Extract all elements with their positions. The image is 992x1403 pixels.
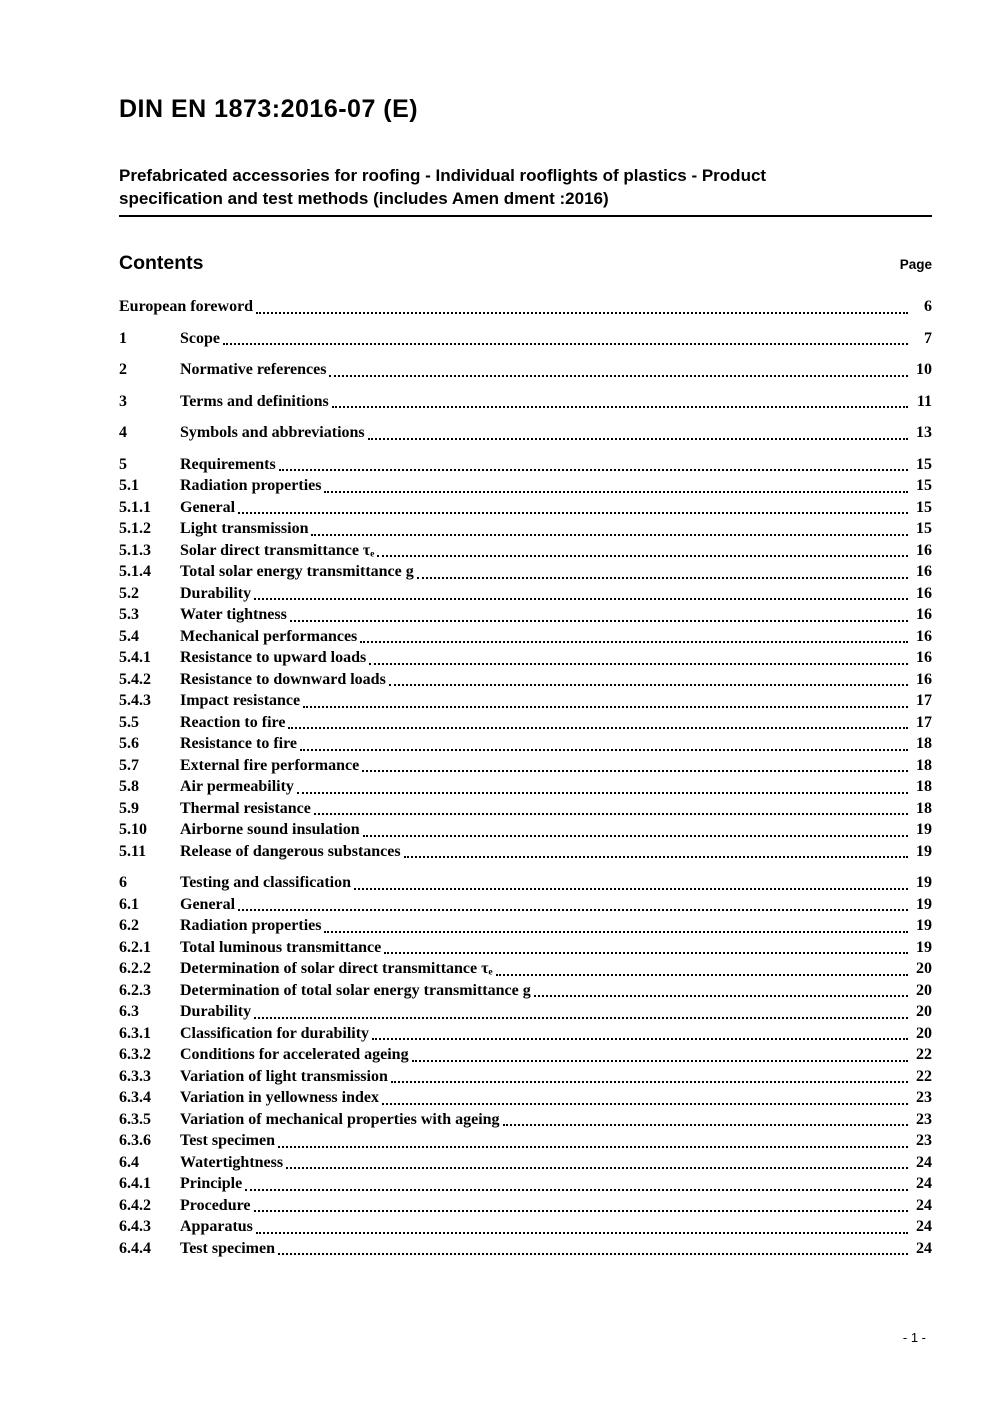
toc-row[interactable] <box>119 1001 932 1023</box>
toc-row[interactable] <box>119 1238 932 1260</box>
toc-entry-title: Variation of light transmission <box>180 1067 388 1085</box>
toc-entry-number: 3 <box>119 392 127 410</box>
toc-entry-title: Durability <box>180 1003 252 1020</box>
toc-entry-number: 5.5 <box>119 713 139 731</box>
document-title: DIN EN 1873:2016-07 (E) <box>119 95 419 123</box>
toc-dot-leader <box>417 577 908 579</box>
toc-entry-number: 5.1.2 <box>119 520 151 537</box>
toc-entry-title: Testing and classification <box>180 874 351 891</box>
toc-row[interactable] <box>119 1066 932 1088</box>
toc-row[interactable] <box>119 733 932 755</box>
toc-entry-number: 6.2 <box>119 917 139 934</box>
toc-entry-title: Resistance to downward loads <box>180 670 386 688</box>
toc-entry-title: Resistance to upward loads <box>180 649 367 666</box>
toc-entry-page: 18 <box>916 778 932 795</box>
toc-entry-title: Light transmission <box>180 520 309 537</box>
toc-entry-number: 5.3 <box>119 606 139 623</box>
toc-entry-page: 16 <box>916 649 932 666</box>
toc-entry-number: 5.9 <box>119 799 139 817</box>
toc-entry-title: Solar direct transmittance τₑ <box>180 541 375 559</box>
toc-row[interactable] <box>119 1173 932 1195</box>
toc-entry-page: 19 <box>916 938 932 956</box>
toc-entry-title: Variation of mechanical properties with ageing <box>180 1110 500 1128</box>
toc-entry-page: 15 <box>916 455 932 473</box>
toc-dot-leader <box>329 375 908 377</box>
toc-entry-title: Test specimen <box>180 1132 275 1149</box>
toc-entry-number: 5.7 <box>119 756 139 774</box>
toc-entry-number: 5 <box>119 455 127 473</box>
toc-entry-page: 23 <box>916 1132 932 1149</box>
toc-entry-page: 6 <box>924 298 932 315</box>
toc-entry-page: 24 <box>916 1239 932 1257</box>
toc-entry-title: External fire performance <box>180 756 360 774</box>
toc-entry-page: 20 <box>916 981 932 999</box>
toc-entry-number: 5.6 <box>119 735 139 752</box>
toc-entry-title: Air permeability <box>180 778 294 795</box>
toc-row[interactable] <box>119 937 932 959</box>
toc-dot-leader <box>324 491 908 493</box>
toc-entry-number: 6.2.3 <box>119 981 151 999</box>
toc-row[interactable] <box>119 1109 932 1131</box>
toc-entry-title: General <box>180 895 236 913</box>
toc-entry-number: 6.3.4 <box>119 1089 151 1106</box>
toc-dot-leader <box>254 598 908 600</box>
toc-row[interactable] <box>119 422 932 444</box>
table-of-contents <box>119 296 932 1259</box>
toc-entry-page: 23 <box>916 1089 932 1106</box>
toc-entry-page: 19 <box>916 874 932 891</box>
toc-dot-leader <box>496 974 908 976</box>
toc-entry-page: 18 <box>916 799 932 817</box>
toc-dot-leader <box>297 792 908 794</box>
toc-dot-leader <box>303 706 908 708</box>
toc-entry-number: 5.1.1 <box>119 498 151 516</box>
toc-entry-page: 16 <box>916 606 932 623</box>
toc-dot-leader <box>254 1017 908 1019</box>
toc-dot-leader <box>362 770 908 772</box>
toc-row[interactable] <box>119 647 932 669</box>
toc-dot-leader <box>254 1210 909 1212</box>
toc-entry-title: Symbols and abbreviations <box>180 424 365 441</box>
toc-dot-leader <box>286 1167 908 1169</box>
toc-entry-page: 22 <box>916 1046 932 1063</box>
toc-entry-title: Reaction to fire <box>180 713 286 731</box>
toc-entry-page: 11 <box>916 392 932 410</box>
toc-entry-page: 24 <box>916 1175 932 1192</box>
toc-row[interactable] <box>119 604 932 626</box>
toc-entry-number: 1 <box>119 329 127 347</box>
toc-entry-page: 24 <box>916 1196 932 1214</box>
toc-entry-page: 19 <box>916 821 932 838</box>
toc-dot-leader <box>324 931 908 933</box>
toc-entry-number: 4 <box>119 424 127 441</box>
toc-row[interactable] <box>119 454 932 476</box>
toc-dot-leader <box>223 343 908 345</box>
toc-entry-title: Total solar energy transmittance g <box>180 563 414 580</box>
toc-row[interactable] <box>119 1216 932 1238</box>
toc-dot-leader <box>238 512 908 514</box>
toc-entry-title: Normative references <box>180 361 327 378</box>
toc-entry-title: Requirements <box>180 455 276 473</box>
toc-entry-page: 20 <box>916 1024 932 1042</box>
toc-row[interactable] <box>119 1152 932 1174</box>
document-subtitle-line1: Prefabricated accessories for roofing - Individual rooflights of plastics - Product <box>119 166 767 185</box>
toc-row[interactable] <box>119 561 932 583</box>
toc-entry-page: 17 <box>916 713 932 731</box>
toc-dot-leader <box>256 312 908 314</box>
toc-row[interactable] <box>119 894 932 916</box>
toc-dot-leader <box>391 1081 908 1083</box>
toc-entry-page: 22 <box>916 1067 932 1085</box>
toc-entry-title: General <box>180 498 236 516</box>
toc-entry-number: 6.3.5 <box>119 1110 151 1128</box>
toc-entry-title: Test specimen <box>180 1239 275 1257</box>
toc-dot-leader <box>404 856 908 858</box>
toc-entry-number: 5.4 <box>119 627 139 645</box>
toc-dot-leader <box>288 727 908 729</box>
toc-dot-leader <box>290 620 908 622</box>
toc-dot-leader <box>389 684 908 686</box>
toc-entry-title: Thermal resistance <box>180 799 311 817</box>
toc-entry-number: 6.4 <box>119 1153 139 1171</box>
toc-dot-leader <box>534 995 908 997</box>
contents-header-bar <box>119 253 932 273</box>
toc-entry-page: 16 <box>916 584 932 602</box>
toc-entry-page: 20 <box>916 1003 932 1020</box>
toc-entry-number: 5.10 <box>119 821 147 838</box>
toc-dot-leader <box>372 1038 908 1040</box>
toc-entry-number: 6.1 <box>119 895 139 913</box>
toc-entry-page: 24 <box>916 1218 932 1235</box>
toc-entry-number: 6.2.1 <box>119 938 151 956</box>
toc-entry-number: 5.4.3 <box>119 692 151 709</box>
document-subtitle <box>119 164 932 217</box>
toc-entry-number: 6.3.2 <box>119 1046 151 1063</box>
toc-row[interactable] <box>119 497 932 519</box>
toc-entry-page: 24 <box>916 1153 932 1171</box>
toc-row[interactable] <box>119 798 932 820</box>
toc-entry-title: Apparatus <box>180 1218 253 1235</box>
toc-entry-page: 16 <box>916 627 932 645</box>
toc-entry-number: 5.8 <box>119 778 139 795</box>
toc-row[interactable] <box>119 359 932 381</box>
toc-dot-leader <box>279 469 908 471</box>
toc-row[interactable] <box>119 391 932 413</box>
toc-entry-title: European foreword <box>119 298 254 315</box>
toc-entry-title: Water tightness <box>180 606 287 623</box>
toc-row[interactable] <box>119 841 932 863</box>
toc-row[interactable] <box>119 1195 932 1217</box>
toc-row[interactable] <box>119 583 932 605</box>
toc-entry-number: 5.1 <box>119 477 139 494</box>
toc-entry-page: 19 <box>916 895 932 913</box>
toc-entry-page: 13 <box>916 424 932 441</box>
toc-entry-number: 6.4.1 <box>119 1175 151 1192</box>
toc-dot-leader <box>384 952 908 954</box>
toc-dot-leader <box>503 1124 908 1126</box>
toc-entry-number: 5.11 <box>119 842 147 860</box>
toc-dot-leader <box>332 406 908 408</box>
toc-entry-title: Resistance to fire <box>180 735 297 752</box>
toc-dot-leader <box>256 1232 908 1234</box>
toc-entry-page: 15 <box>916 477 932 494</box>
contents-heading: Contents <box>119 252 204 274</box>
toc-entry-number: 5.1.4 <box>119 563 151 580</box>
toc-entry-title: Conditions for accelerated ageing <box>180 1046 409 1063</box>
footer-page-number: - 1 - <box>902 1330 926 1345</box>
toc-row[interactable] <box>119 518 932 540</box>
toc-dot-leader <box>354 888 908 890</box>
toc-entry-number: 6.4.3 <box>119 1218 151 1235</box>
toc-dot-leader <box>369 663 908 665</box>
toc-dot-leader <box>245 1189 908 1191</box>
toc-dot-leader <box>377 555 908 557</box>
toc-row[interactable] <box>119 980 932 1002</box>
toc-entry-page: 19 <box>916 917 932 934</box>
toc-entry-number: 5.4.1 <box>119 649 151 666</box>
toc-entry-title: Release of dangerous substances <box>180 842 401 860</box>
toc-entry-title: Principle <box>180 1175 243 1192</box>
toc-entry-page: 16 <box>916 541 932 559</box>
toc-entry-number: 2 <box>119 361 127 378</box>
toc-entry-page: 7 <box>924 329 932 347</box>
toc-entry-title: Radiation properties <box>180 477 322 494</box>
toc-entry-title: Watertightness <box>180 1153 284 1171</box>
toc-entry-page: 16 <box>916 670 932 688</box>
toc-dot-leader <box>360 641 908 643</box>
toc-dot-leader <box>412 1060 908 1062</box>
toc-row[interactable] <box>119 712 932 734</box>
toc-entry-title: Determination of solar direct transmittance τₑ <box>180 960 493 977</box>
toc-entry-title: Classification for durability <box>180 1024 370 1042</box>
toc-dot-leader <box>311 534 908 536</box>
toc-entry-title: Variation in yellowness index <box>180 1089 379 1106</box>
toc-entry-number: 5.2 <box>119 584 139 602</box>
toc-entry-number: 6.3.6 <box>119 1132 151 1149</box>
toc-entry-number: 5.1.3 <box>119 541 151 559</box>
toc-entry-title: Impact resistance <box>180 692 301 709</box>
toc-entry-number: 6.2.2 <box>119 960 151 977</box>
toc-dot-leader <box>278 1253 908 1255</box>
toc-row[interactable] <box>119 755 932 777</box>
toc-row[interactable] <box>119 1044 932 1066</box>
toc-entry-page: 10 <box>916 361 932 378</box>
toc-entry-number: 6.4.4 <box>119 1239 151 1257</box>
toc-row[interactable] <box>119 819 932 841</box>
toc-entry-page: 17 <box>916 692 932 709</box>
toc-row[interactable] <box>119 958 932 980</box>
toc-dot-leader <box>363 835 908 837</box>
toc-entry-page: 18 <box>916 756 932 774</box>
toc-dot-leader <box>368 438 908 440</box>
page-column-label: Page <box>899 257 932 272</box>
toc-entry-number: 6.3 <box>119 1003 139 1020</box>
toc-row[interactable] <box>119 475 932 497</box>
toc-entry-title: Mechanical performances <box>180 627 358 645</box>
toc-row[interactable] <box>119 626 932 648</box>
toc-entry-number: 5.4.2 <box>119 670 151 688</box>
toc-entry-page: 15 <box>916 498 932 516</box>
document-subtitle-line2: specification and test methods (includes Amen dment :2016) <box>119 189 609 208</box>
toc-entry-title: Airborne sound insulation <box>180 821 360 838</box>
toc-entry-page: 18 <box>916 735 932 752</box>
toc-entry-number: 6 <box>119 874 127 891</box>
toc-dot-leader <box>382 1103 908 1105</box>
toc-row[interactable] <box>119 1023 932 1045</box>
toc-dot-leader <box>300 749 908 751</box>
toc-row[interactable] <box>119 328 932 350</box>
toc-entry-title: Total luminous transmittance <box>180 938 382 956</box>
toc-entry-number: 6.4.2 <box>119 1196 151 1214</box>
toc-row[interactable] <box>119 1087 932 1109</box>
toc-row[interactable] <box>119 915 932 937</box>
document-page <box>119 0 932 1259</box>
toc-entry-page: 15 <box>916 520 932 537</box>
toc-entry-number: 6.3.1 <box>119 1024 151 1042</box>
toc-entry-title: Determination of total solar energy transmittance g <box>180 981 531 999</box>
toc-entry-title: Scope <box>180 329 220 347</box>
toc-entry-page: 19 <box>916 842 932 860</box>
toc-entry-page: 20 <box>916 960 932 977</box>
toc-dot-leader <box>238 909 908 911</box>
toc-entry-title: Radiation properties <box>180 917 322 934</box>
toc-entry-number: 6.3.3 <box>119 1067 151 1085</box>
toc-dot-leader <box>314 813 908 815</box>
toc-entry-title: Terms and definitions <box>180 392 329 410</box>
toc-row[interactable] <box>119 669 932 691</box>
toc-entry-title: Procedure <box>180 1196 251 1214</box>
toc-row[interactable] <box>119 1130 932 1152</box>
toc-entry-page: 23 <box>916 1110 932 1128</box>
toc-dot-leader <box>278 1146 908 1148</box>
toc-row[interactable] <box>119 296 932 318</box>
toc-entry-page: 16 <box>916 563 932 580</box>
toc-row[interactable] <box>119 690 932 712</box>
toc-row[interactable] <box>119 776 932 798</box>
toc-row[interactable] <box>119 540 932 562</box>
toc-row[interactable] <box>119 872 932 894</box>
toc-entry-title: Durability <box>180 584 252 602</box>
